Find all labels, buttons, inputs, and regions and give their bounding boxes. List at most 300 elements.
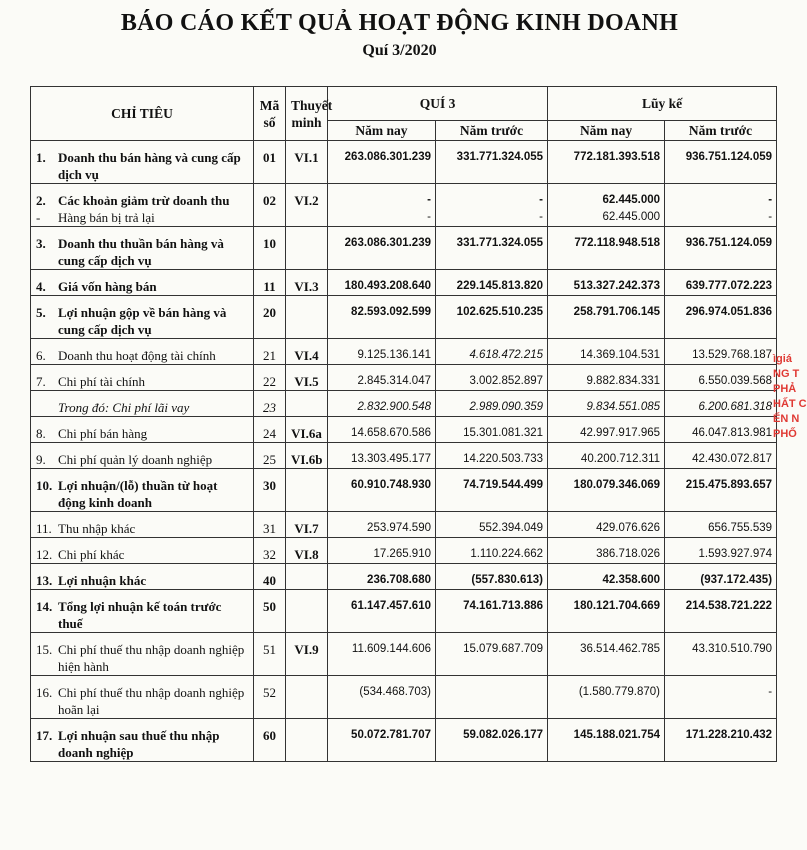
note-cell: VI.5 (286, 373, 328, 391)
spacer-cell (328, 417, 436, 426)
spacer-cell (254, 227, 286, 236)
spacer-cell (665, 227, 777, 236)
spacer-cell (665, 339, 777, 348)
row-number: 6. (36, 348, 46, 363)
cum-last-year-value: - (665, 192, 777, 209)
spacer-cell (548, 676, 665, 685)
spacer-cell (665, 564, 777, 573)
spacer-cell (548, 719, 665, 728)
table-row (31, 399, 777, 417)
row-number: 3. (36, 236, 46, 251)
cum-last-year-value: 42.430.072.817 (665, 451, 777, 469)
row-number: 10. (36, 478, 53, 493)
cum-last-year-value: - (665, 684, 777, 719)
cum-last-year-value: (937.172.435) (665, 572, 777, 590)
table-row (31, 477, 777, 512)
q3-this-year-value: 236.708.680 (328, 572, 436, 590)
spacer-cell (328, 538, 436, 547)
cum-last-year-value: 6.550.039.568 (665, 373, 777, 391)
header-cum-last-year: Năm trước (665, 121, 777, 141)
row-label: Chi phí thuế thu nhập doanh nghiệp hoãn lại (58, 685, 245, 717)
spacer-cell (286, 391, 328, 400)
spacer-cell (436, 512, 548, 521)
header-note: Thuyết minh (286, 87, 328, 141)
spacer-cell (548, 564, 665, 573)
row-spacer (31, 270, 777, 279)
q3-this-year-value: 17.265.910 (328, 546, 436, 564)
spacer-cell (436, 227, 548, 236)
code-cell: 30 (254, 477, 286, 512)
spacer-cell (31, 719, 254, 728)
note-cell (286, 235, 328, 270)
spacer-cell (548, 270, 665, 279)
spacer-cell (254, 719, 286, 728)
header-cum-this-year: Năm nay (548, 121, 665, 141)
q3-last-year-value: 331.771.324.055 (436, 149, 548, 184)
row-spacer (31, 676, 777, 685)
row-spacer (31, 443, 777, 452)
note-cell: VI.7 (286, 520, 328, 538)
spacer-cell (436, 391, 548, 400)
spacer-cell (31, 469, 254, 478)
spacer-cell (548, 443, 665, 452)
row-label-cell (31, 235, 254, 270)
spacer-cell (286, 564, 328, 573)
note-cell (286, 572, 328, 590)
row-label-cell (31, 373, 254, 391)
spacer-cell (31, 443, 254, 452)
spacer-cell (665, 512, 777, 521)
table-row (31, 451, 777, 469)
code-cell: 22 (254, 373, 286, 391)
spacer-cell (436, 590, 548, 599)
row-spacer (31, 512, 777, 521)
code-cell: 20 (254, 304, 286, 339)
row-number: 11. (36, 521, 52, 536)
spacer-cell (548, 296, 665, 305)
q3-last-year-value: - (436, 209, 548, 227)
row-label-cell (31, 520, 254, 538)
spacer-cell (665, 443, 777, 452)
row-label: Doanh thu hoạt động tài chính (58, 348, 216, 363)
spacer-cell (436, 538, 548, 547)
code-cell: 11 (254, 278, 286, 296)
note-cell (286, 304, 328, 339)
spacer-cell (254, 538, 286, 547)
row-spacer (31, 391, 777, 400)
row-spacer (31, 227, 777, 236)
row-spacer (31, 538, 777, 547)
row-label-cell (31, 425, 254, 443)
spacer-cell (665, 365, 777, 374)
row-number (36, 399, 58, 416)
header-q3-this-year: Năm nay (328, 121, 436, 141)
spacer-cell (436, 443, 548, 452)
spacer-cell (31, 538, 254, 547)
spacer-cell (665, 141, 777, 150)
stamp-text: PHẢ (773, 383, 797, 395)
spacer-cell (665, 391, 777, 400)
spacer-cell (665, 184, 777, 193)
spacer-cell (254, 296, 286, 305)
spacer-cell (31, 227, 254, 236)
spacer-cell (436, 633, 548, 642)
q3-last-year-value: 74.719.544.499 (436, 477, 548, 512)
code-cell: 60 (254, 727, 286, 762)
spacer-cell (254, 633, 286, 642)
row-number: 7. (36, 374, 46, 389)
q3-last-year-value: 3.002.852.897 (436, 373, 548, 391)
spacer-cell (286, 227, 328, 236)
spacer-cell (286, 538, 328, 547)
row-number: 16. (36, 685, 53, 700)
q3-last-year-value: 59.082.026.177 (436, 727, 548, 762)
q3-last-year-value: 14.220.503.733 (436, 451, 548, 469)
code-cell: 21 (254, 347, 286, 365)
spacer-cell (31, 633, 254, 642)
spacer-cell (548, 417, 665, 426)
spacer-cell (548, 391, 665, 400)
row-label: Lợi nhuận sau thuế thu nhập doanh nghiệp (58, 728, 220, 760)
cum-this-year-value: 42.997.917.965 (548, 425, 665, 443)
table-row (31, 727, 777, 762)
spacer-cell (328, 296, 436, 305)
note-cell: VI.2 (286, 192, 328, 209)
note-cell (286, 399, 328, 417)
spacer-cell (665, 633, 777, 642)
spacer-cell (286, 296, 328, 305)
row-label: Hàng bán bị trả lại (58, 210, 155, 225)
code-cell: 50 (254, 598, 286, 633)
table-row (31, 235, 777, 270)
spacer-cell (548, 141, 665, 150)
row-label-cell (31, 598, 254, 633)
q3-last-year-value: 331.771.324.055 (436, 235, 548, 270)
spacer-cell (286, 590, 328, 599)
header-q3-last-year: Năm trước (436, 121, 548, 141)
row-number: 15. (36, 642, 53, 657)
q3-this-year-value: 263.086.301.239 (328, 235, 436, 270)
q3-this-year-value: - (328, 209, 436, 227)
note-cell: VI.9 (286, 641, 328, 676)
cum-this-year-value: 9.834.551.085 (548, 399, 665, 417)
row-spacer (31, 719, 777, 728)
q3-last-year-value: 74.161.713.886 (436, 598, 548, 633)
spacer-cell (286, 417, 328, 426)
q3-last-year-value: 15.079.687.709 (436, 641, 548, 676)
row-spacer (31, 633, 777, 642)
spacer-cell (254, 365, 286, 374)
spacer-cell (665, 296, 777, 305)
row-spacer (31, 590, 777, 599)
row-label: Chi phí khác (58, 547, 125, 562)
spacer-cell (548, 339, 665, 348)
spacer-cell (665, 270, 777, 279)
spacer-cell (254, 443, 286, 452)
row-label-cell (31, 572, 254, 590)
stamp-text: ẾN N (773, 413, 800, 425)
row-label: Chi phí bán hàng (58, 426, 148, 441)
company-stamp-fragment (773, 352, 807, 512)
spacer-cell (328, 443, 436, 452)
cum-last-year-value: 639.777.072.223 (665, 278, 777, 296)
spacer-cell (436, 270, 548, 279)
spacer-cell (328, 184, 436, 193)
note-cell: VI.6b (286, 451, 328, 469)
q3-this-year-value: 253.974.590 (328, 520, 436, 538)
q3-last-year-value: 102.625.510.235 (436, 304, 548, 339)
row-label-cell (31, 684, 254, 719)
spacer-cell (254, 469, 286, 478)
code-cell: 40 (254, 572, 286, 590)
q3-this-year-value: 61.147.457.610 (328, 598, 436, 633)
row-label: Chi phí thuế thu nhập doanh nghiệp hiện hành (58, 642, 245, 674)
q3-last-year-value: (557.830.613) (436, 572, 548, 590)
q3-this-year-value: 2.832.900.548 (328, 399, 436, 417)
note-cell: VI.3 (286, 278, 328, 296)
spacer-cell (548, 512, 665, 521)
row-label-cell (31, 727, 254, 762)
cum-this-year-value: (1.580.779.870) (548, 684, 665, 719)
spacer-cell (31, 564, 254, 573)
header-q3: QUÍ 3 (328, 87, 548, 121)
code-cell: 51 (254, 641, 286, 676)
row-label: Lợi nhuận/(lỗ) thuần từ hoạt động kinh doanh (58, 478, 218, 510)
spacer-cell (254, 270, 286, 279)
row-spacer (31, 184, 777, 193)
cum-this-year-value: 258.791.706.145 (548, 304, 665, 339)
cum-this-year-value: 145.188.021.754 (548, 727, 665, 762)
spacer-cell (328, 270, 436, 279)
table-row (31, 572, 777, 590)
note-cell: VI.6a (286, 425, 328, 443)
cum-this-year-value: 772.118.948.518 (548, 235, 665, 270)
row-spacer (31, 417, 777, 426)
note-cell (286, 684, 328, 719)
spacer-cell (665, 590, 777, 599)
row-spacer (31, 564, 777, 573)
row-number: 14. (36, 599, 53, 614)
cum-this-year-value: 62.445.000 (548, 209, 665, 227)
spacer-cell (548, 365, 665, 374)
q3-this-year-value: 9.125.136.141 (328, 347, 436, 365)
note-cell: VI.4 (286, 347, 328, 365)
q3-this-year-value: 2.845.314.047 (328, 373, 436, 391)
spacer-cell (286, 365, 328, 374)
q3-last-year-value: 2.989.090.359 (436, 399, 548, 417)
header-code: Mã số (254, 87, 286, 141)
row-spacer (31, 365, 777, 374)
spacer-cell (328, 564, 436, 573)
spacer-cell (286, 141, 328, 150)
spacer-cell (286, 469, 328, 478)
cum-this-year-value: 180.079.346.069 (548, 477, 665, 512)
row-label: Doanh thu bán hàng và cung cấp dịch vụ (58, 150, 241, 182)
q3-last-year-value: - (436, 192, 548, 209)
row-label: Các khoản giảm trừ doanh thu (58, 193, 230, 208)
q3-this-year-value: - (328, 192, 436, 209)
code-cell: 52 (254, 684, 286, 719)
row-number: 17. (36, 728, 53, 743)
q3-last-year-value: 1.110.224.662 (436, 546, 548, 564)
spacer-cell (31, 270, 254, 279)
code-cell: 24 (254, 425, 286, 443)
stamp-text: PHỐ (773, 428, 797, 440)
row-number: 4. (36, 279, 46, 294)
spacer-cell (254, 417, 286, 426)
spacer-cell (548, 184, 665, 193)
q3-this-year-value: 60.910.748.930 (328, 477, 436, 512)
spacer-cell (286, 270, 328, 279)
spacer-cell (548, 469, 665, 478)
spacer-cell (665, 538, 777, 547)
spacer-cell (254, 184, 286, 193)
spacer-cell (328, 227, 436, 236)
cum-this-year-value: 62.445.000 (548, 192, 665, 209)
row-label: Chi phí quản lý doanh nghiệp (58, 452, 213, 467)
row-number: 13. (36, 573, 53, 588)
q3-last-year-value: 15.301.081.321 (436, 425, 548, 443)
table-row (31, 149, 777, 184)
spacer-cell (254, 141, 286, 150)
spacer-cell (286, 443, 328, 452)
table-row (31, 304, 777, 339)
row-label-cell (31, 192, 254, 209)
code-cell: 10 (254, 235, 286, 270)
spacer-cell (436, 296, 548, 305)
cum-last-year-value: 214.538.721.222 (665, 598, 777, 633)
note-cell (286, 209, 328, 227)
code-cell (254, 209, 286, 227)
row-label: Tổng lợi nhuận kế toán trước thuế (58, 599, 222, 631)
spacer-cell (31, 141, 254, 150)
cum-last-year-value: 6.200.681.318 (665, 399, 777, 417)
spacer-cell (328, 339, 436, 348)
spacer-cell (436, 719, 548, 728)
spacer-cell (254, 564, 286, 573)
spacer-cell (328, 512, 436, 521)
spacer-cell (328, 365, 436, 374)
spacer-cell (31, 184, 254, 193)
report-period: Quí 3/2020 (362, 42, 437, 59)
row-spacer (31, 296, 777, 305)
cum-last-year-value: 171.228.210.432 (665, 727, 777, 762)
cum-last-year-value: 656.755.539 (665, 520, 777, 538)
row-label: Thu nhập khác (58, 521, 136, 536)
q3-last-year-value: 552.394.049 (436, 520, 548, 538)
cum-last-year-value: 936.751.124.059 (665, 235, 777, 270)
cum-last-year-value: - (665, 209, 777, 227)
table-row (31, 425, 777, 443)
spacer-cell (31, 417, 254, 426)
spacer-cell (328, 719, 436, 728)
cum-last-year-value: 1.593.927.974 (665, 546, 777, 564)
spacer-cell (286, 633, 328, 642)
note-cell (286, 727, 328, 762)
row-label-cell (31, 347, 254, 365)
q3-this-year-value: 50.072.781.707 (328, 727, 436, 762)
row-number: - (36, 210, 41, 225)
table-row (31, 598, 777, 633)
code-cell: 31 (254, 520, 286, 538)
row-label-cell (31, 546, 254, 564)
row-number: 8. (36, 426, 46, 441)
spacer-cell (286, 676, 328, 685)
table-row (31, 373, 777, 391)
spacer-cell (328, 391, 436, 400)
spacer-cell (665, 676, 777, 685)
q3-this-year-value: 263.086.301.239 (328, 149, 436, 184)
spacer-cell (665, 469, 777, 478)
spacer-cell (665, 417, 777, 426)
spacer-cell (31, 339, 254, 348)
code-cell: 02 (254, 192, 286, 209)
cum-this-year-value: 40.200.712.311 (548, 451, 665, 469)
spacer-cell (548, 227, 665, 236)
spacer-cell (548, 633, 665, 642)
row-label-cell (31, 278, 254, 296)
spacer-cell (328, 590, 436, 599)
row-label: Doanh thu thuần bán hàng và cung cấp dịch vụ (58, 236, 224, 268)
spacer-cell (436, 417, 548, 426)
stamp-text: ìgiá (773, 353, 792, 365)
table-row (31, 209, 777, 227)
spacer-cell (286, 512, 328, 521)
report-title: BÁO CÁO KẾT QUẢ HOẠT ĐỘNG KINH DOANH (120, 10, 679, 36)
row-number: 9. (36, 452, 46, 467)
q3-this-year-value: 180.493.208.640 (328, 278, 436, 296)
code-cell: 01 (254, 149, 286, 184)
code-cell: 32 (254, 546, 286, 564)
row-label-cell (31, 209, 254, 227)
cum-last-year-value: 46.047.813.981 (665, 425, 777, 443)
code-cell: 25 (254, 451, 286, 469)
note-cell (286, 477, 328, 512)
spacer-cell (31, 512, 254, 521)
cum-this-year-value: 772.181.393.518 (548, 149, 665, 184)
spacer-cell (548, 538, 665, 547)
row-number: 2. (36, 193, 46, 208)
spacer-cell (436, 365, 548, 374)
cum-this-year-value: 14.369.104.531 (548, 347, 665, 365)
row-label: Lợi nhuận gộp về bán hàng và cung cấp dịch vụ (58, 305, 227, 337)
row-label-cell (31, 304, 254, 339)
cum-this-year-value: 180.121.704.669 (548, 598, 665, 633)
spacer-cell (436, 141, 548, 150)
spacer-cell (436, 564, 548, 573)
row-label-cell (31, 477, 254, 512)
spacer-cell (436, 469, 548, 478)
q3-this-year-value: 82.593.092.599 (328, 304, 436, 339)
spacer-cell (31, 676, 254, 685)
table-row (31, 641, 777, 676)
note-cell (286, 598, 328, 633)
row-label-cell (31, 451, 254, 469)
q3-this-year-value: 11.609.144.606 (328, 641, 436, 676)
spacer-cell (31, 391, 254, 400)
spacer-cell (286, 184, 328, 193)
row-spacer (31, 141, 777, 150)
header-indicator: CHỈ TIÊU (31, 87, 254, 141)
q3-last-year-value (436, 684, 548, 719)
row-spacer (31, 469, 777, 478)
table-row (31, 347, 777, 365)
cum-this-year-value: 386.718.026 (548, 546, 665, 564)
cum-last-year-value: 936.751.124.059 (665, 149, 777, 184)
spacer-cell (254, 339, 286, 348)
header-cumulative: Lũy kế (548, 87, 777, 121)
stamp-text: NG T (773, 368, 800, 380)
